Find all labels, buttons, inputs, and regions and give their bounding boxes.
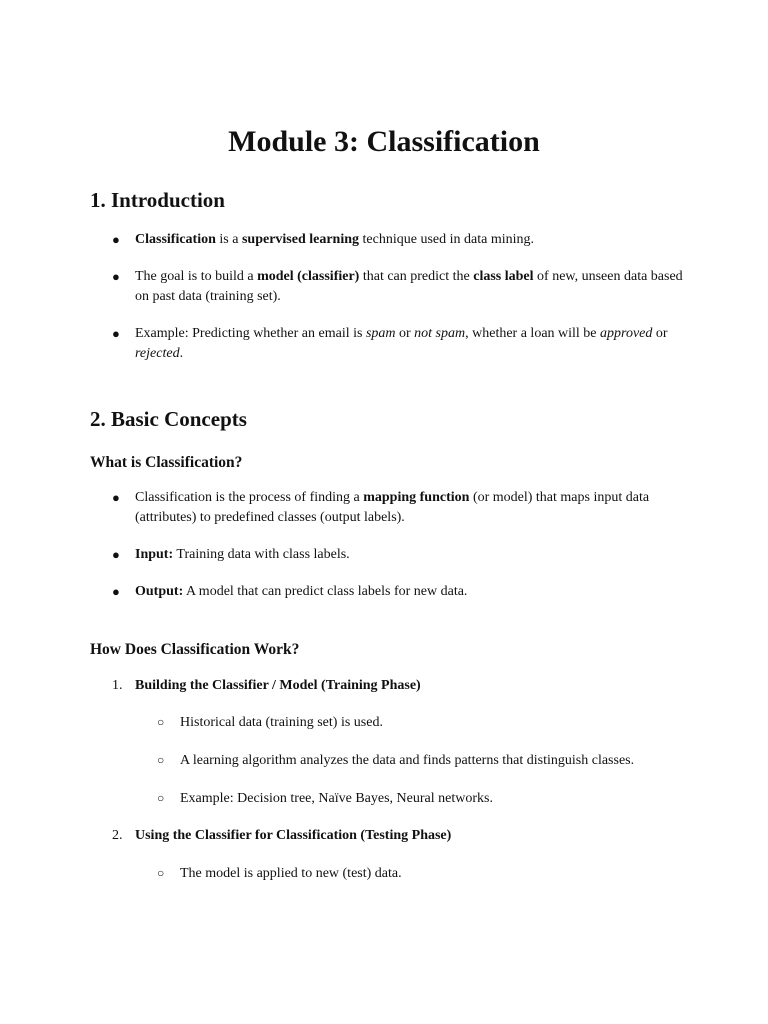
bold-term: class label [473, 269, 534, 284]
text: A model that can predict class labels for new data. [183, 584, 468, 599]
list-number: 1. [112, 678, 123, 693]
sub-list-item: The model is applied to new (test) data. [180, 866, 402, 881]
text: Example: Predicting whether an email is [135, 326, 366, 341]
step-label: Building the Classifier / Model (Training Phase) [135, 678, 421, 693]
text: Training data with class labels. [173, 547, 350, 562]
text: of new, unseen data based [533, 269, 683, 284]
italic-term: approved [600, 326, 653, 341]
bullet-icon: ● [112, 490, 120, 505]
section-heading-introduction: 1. Introduction [90, 188, 225, 212]
italic-term: rejected [135, 345, 180, 361]
list-item [135, 324, 695, 363]
bullet-icon: ● [112, 232, 120, 247]
list-item [135, 230, 695, 250]
section-heading-basic-concepts: 2. Basic Concepts [90, 407, 247, 431]
sub-list-item: A learning algorithm analyzes the data and finds patterns that distinguish classes. [180, 753, 635, 768]
list-item [135, 582, 695, 602]
text: on past data (training set). [135, 288, 281, 304]
ordered-list-item [135, 676, 695, 696]
text: or [652, 326, 668, 341]
subheading-how-classification-works: How Does Classification Work? [90, 641, 300, 658]
list-item [135, 267, 695, 306]
list-item [135, 488, 695, 527]
bullet-icon: ● [112, 584, 120, 599]
bold-term: Output: [135, 584, 184, 599]
text: that can predict the [359, 269, 474, 284]
bullet-icon: ● [112, 547, 120, 562]
text: Classification is the process of finding a [135, 490, 364, 505]
text: (or model) that maps input data [469, 490, 650, 505]
text: The goal is to build a [135, 269, 258, 284]
subheading-what-is-classification: What is Classification? [90, 454, 243, 471]
step-label: Using the Classifier for Classification (Testing Phase) [135, 828, 452, 843]
circle-bullet-icon: ○ [157, 753, 165, 767]
sub-list-item: Historical data (training set) is used. [180, 715, 383, 730]
text: or [395, 326, 415, 341]
sub-list-item: Example: Decision tree, Naïve Bayes, Neural networks. [180, 791, 493, 806]
bold-term: Classification [135, 232, 216, 247]
circle-bullet-icon: ○ [157, 715, 165, 729]
bold-term: model (classifier) [257, 269, 360, 284]
bold-term: Input: [135, 547, 174, 562]
italic-term: not spam [414, 326, 466, 341]
bullet-icon: ● [112, 326, 120, 341]
text: technique used in data mining. [359, 232, 534, 247]
circle-bullet-icon: ○ [157, 791, 165, 805]
page-title: Module 3: Classification [228, 125, 540, 158]
bullet-icon: ● [112, 269, 120, 284]
text: , whether a loan will be [465, 326, 601, 341]
text: is a [215, 232, 242, 247]
circle-bullet-icon: ○ [157, 866, 165, 880]
italic-term: spam [365, 326, 396, 341]
text: (attributes) to predefined classes (output labels). [135, 509, 405, 525]
list-item [135, 545, 695, 565]
ordered-list-item [135, 826, 695, 846]
list-number: 2. [112, 828, 123, 843]
bold-term: mapping function [363, 490, 470, 505]
text: . [179, 345, 184, 361]
bold-term: supervised learning [241, 232, 360, 247]
